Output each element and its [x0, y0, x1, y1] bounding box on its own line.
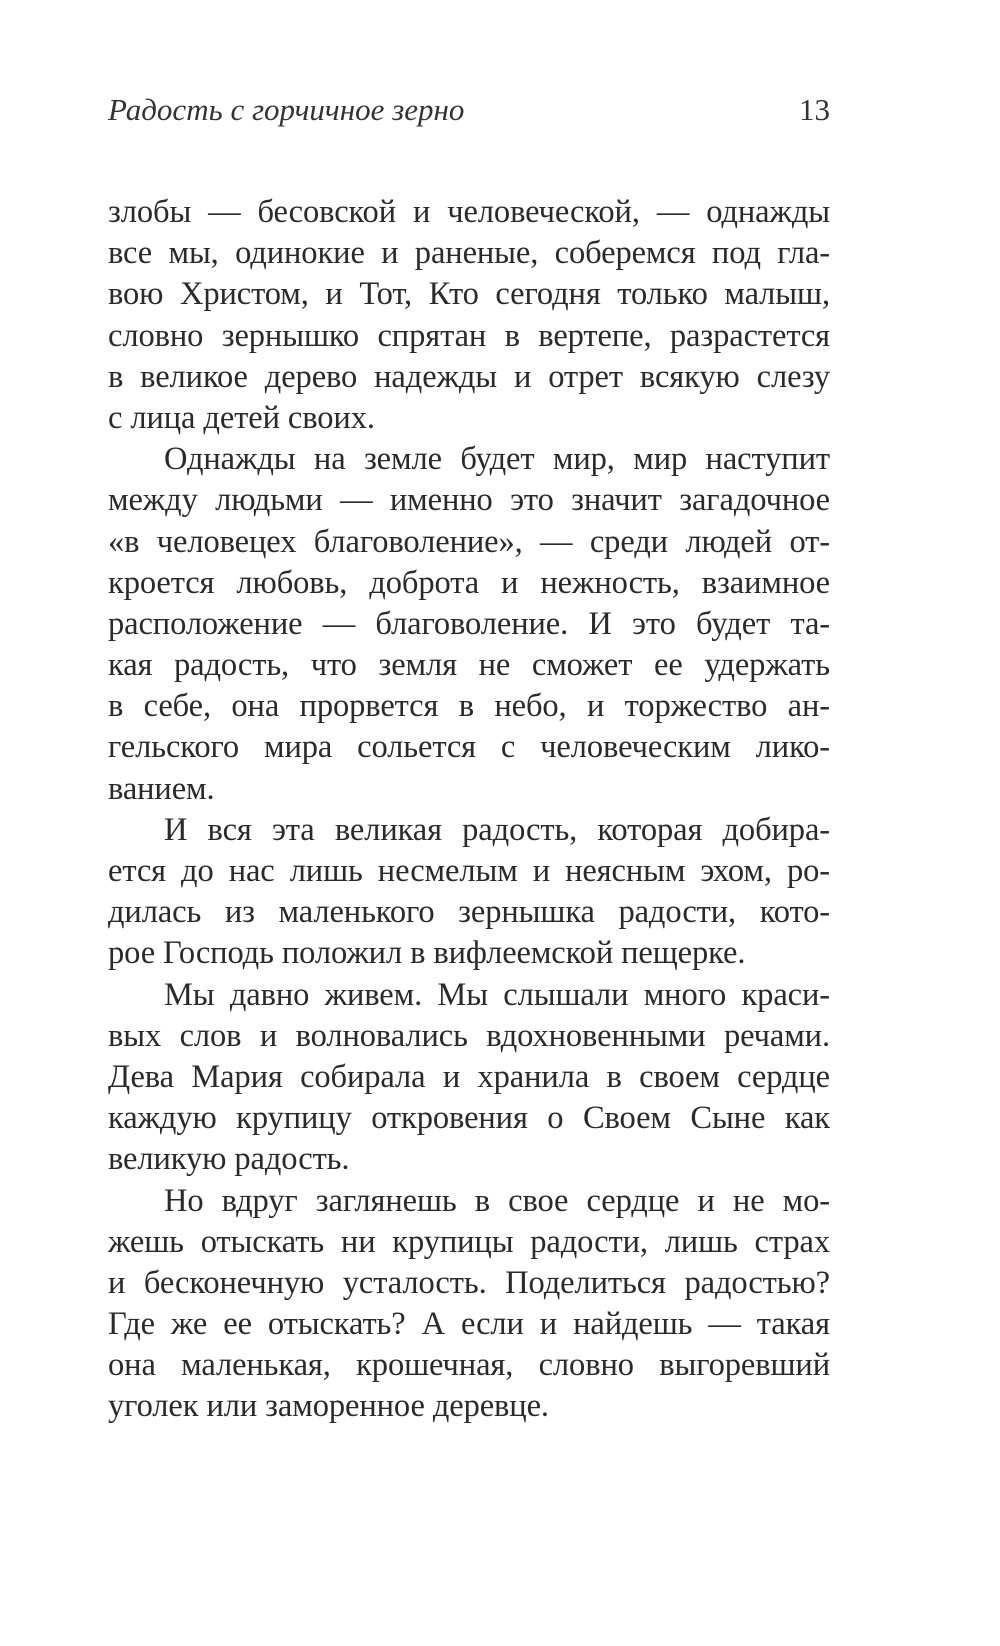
text-line: кроется любовь, доброта и нежность, взаимное — [108, 564, 830, 601]
paragraph-4 — [108, 975, 830, 1181]
text-line: каждую крупицу откровения о Своем Сыне как — [108, 1100, 830, 1137]
text-line: Но вдруг заглянешь в свое сердце и не мо- — [164, 1182, 830, 1219]
text-line: вых слов и волновались вдохновенными речами. — [108, 1017, 830, 1054]
text-line: уголек или заморенное деревце. — [108, 1388, 549, 1425]
paragraph-2 — [108, 439, 830, 810]
text-line: рое Господь положил в вифлеемской пещерке. — [108, 935, 746, 972]
text-line: в себе, она прорвется в небо, и торжество ан- — [108, 688, 830, 725]
text-line: вою Христом, и Тот, Кто сегодня только малыш, — [108, 276, 830, 313]
text-line: между людьми — именно это значит загадочное — [108, 482, 830, 519]
running-title: Радость с горчичное зерно — [108, 92, 465, 127]
text-line: ванием. — [108, 770, 215, 807]
text-line: дилась из маленького зернышка радости, кото- — [108, 894, 830, 931]
page-number: 13 — [799, 92, 830, 127]
text-line: ется до нас лишь несмелым и неясным эхом, ро- — [108, 853, 830, 889]
text-line: расположение — благоволение. И это будет та- — [108, 605, 830, 642]
paragraph-5 — [108, 1181, 830, 1428]
text-line: Мы давно живем. Мы слышали много краси- — [164, 976, 830, 1013]
text-line: великую радость. — [108, 1141, 350, 1178]
text-line: в великое дерево надежды и отрет всякую слезу — [108, 358, 830, 395]
text-line: с лица детей своих. — [108, 399, 375, 436]
text-line: злобы — бесовской и человеческой, — однажды — [108, 194, 830, 230]
text-line: И вся эта великая радость, которая добира- — [164, 811, 830, 848]
paragraph-1 — [108, 192, 830, 439]
text-line: гельского мира сольется с человеческим лико- — [108, 729, 830, 766]
text-line: и бесконечную усталость. Поделиться радостью? — [108, 1264, 830, 1301]
text-line: «в человецех благоволение», — среди людей от- — [108, 523, 830, 560]
text-line: Где же ее отыскать? А если и найдешь — такая — [108, 1306, 830, 1343]
text-line: жешь отыскать ни крупицы радости, лишь страх — [108, 1223, 830, 1260]
text-line: словно зернышко спрятан в вертепе, разрастется — [108, 317, 830, 354]
body-text — [108, 192, 830, 1428]
text-line: кая радость, что земля не сможет ее удержать — [108, 647, 830, 684]
text-line: Однажды на земле будет мир, мир наступит — [164, 441, 830, 478]
text-line: Дева Мария собирала и хранила в своем сердце — [108, 1058, 830, 1095]
text-line: все мы, одинокие и раненые, соберемся под гла- — [108, 235, 830, 272]
running-head — [108, 88, 830, 132]
text-line: она маленькая, крошечная, словно выгоревший — [108, 1347, 830, 1384]
paragraph-3 — [108, 810, 830, 975]
